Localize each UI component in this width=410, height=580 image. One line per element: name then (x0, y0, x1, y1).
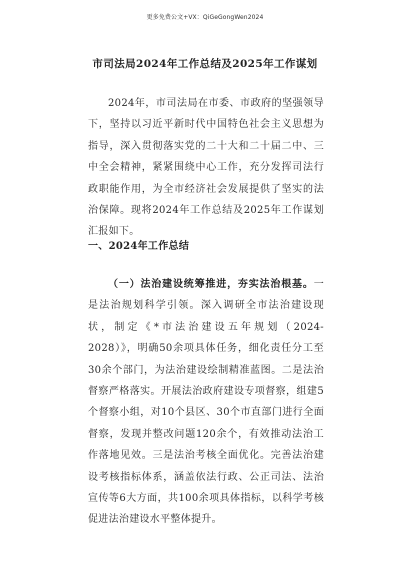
body-text-rule-of-law: 一是法治规划科学引领。深入调研全市法治建设现状，制定《*市法治建设五年规划（2024-2028）》，明确50余项具体任务，细化责任分工至30余个部门，为法治建设绘制精准蓝图。二是法治督察严格落实。开展法治政府建设专项督察，组建5个督察小组，对10个县区、30个市直部门进行全面督察，发现并整改问题120余个，有效推动法治工作落地见效。三是法治考核全面优化。完善法治建设考核指标体系，涵盖依法行政、公正司法、法治宣传等6大方面，共100余项具体指标，以科学考核促进法治建设水平整体提升。 (88, 279, 324, 526)
body-paragraph-rule-of-law (88, 274, 324, 531)
watermark-header: 更多免费公文+VX：QiGeGongWen2024 (146, 14, 264, 21)
intro-paragraph: 2024年，市司法局在市委、市政府的坚强领导下，坚持以习近平新时代中国特色社会主义思想为指导，深入贯彻落实党的二十大和二十届二中、三中全会精神，紧紧围绕中心工作，充分发挥司法行政职能作用，为全市经济社会发展提供了坚实的法治保障。现将2024年工作总结及2025年工作谋划汇报如下。 (88, 98, 324, 238)
document-title: 市司法局2024年工作总结及2025年工作谋划 (92, 58, 318, 70)
section-heading-summary: 一、2024年工作总结 (88, 241, 190, 252)
sub-heading-rule-of-law: （一）法治建设统筹推进，夯实法治根基。 (108, 279, 314, 290)
